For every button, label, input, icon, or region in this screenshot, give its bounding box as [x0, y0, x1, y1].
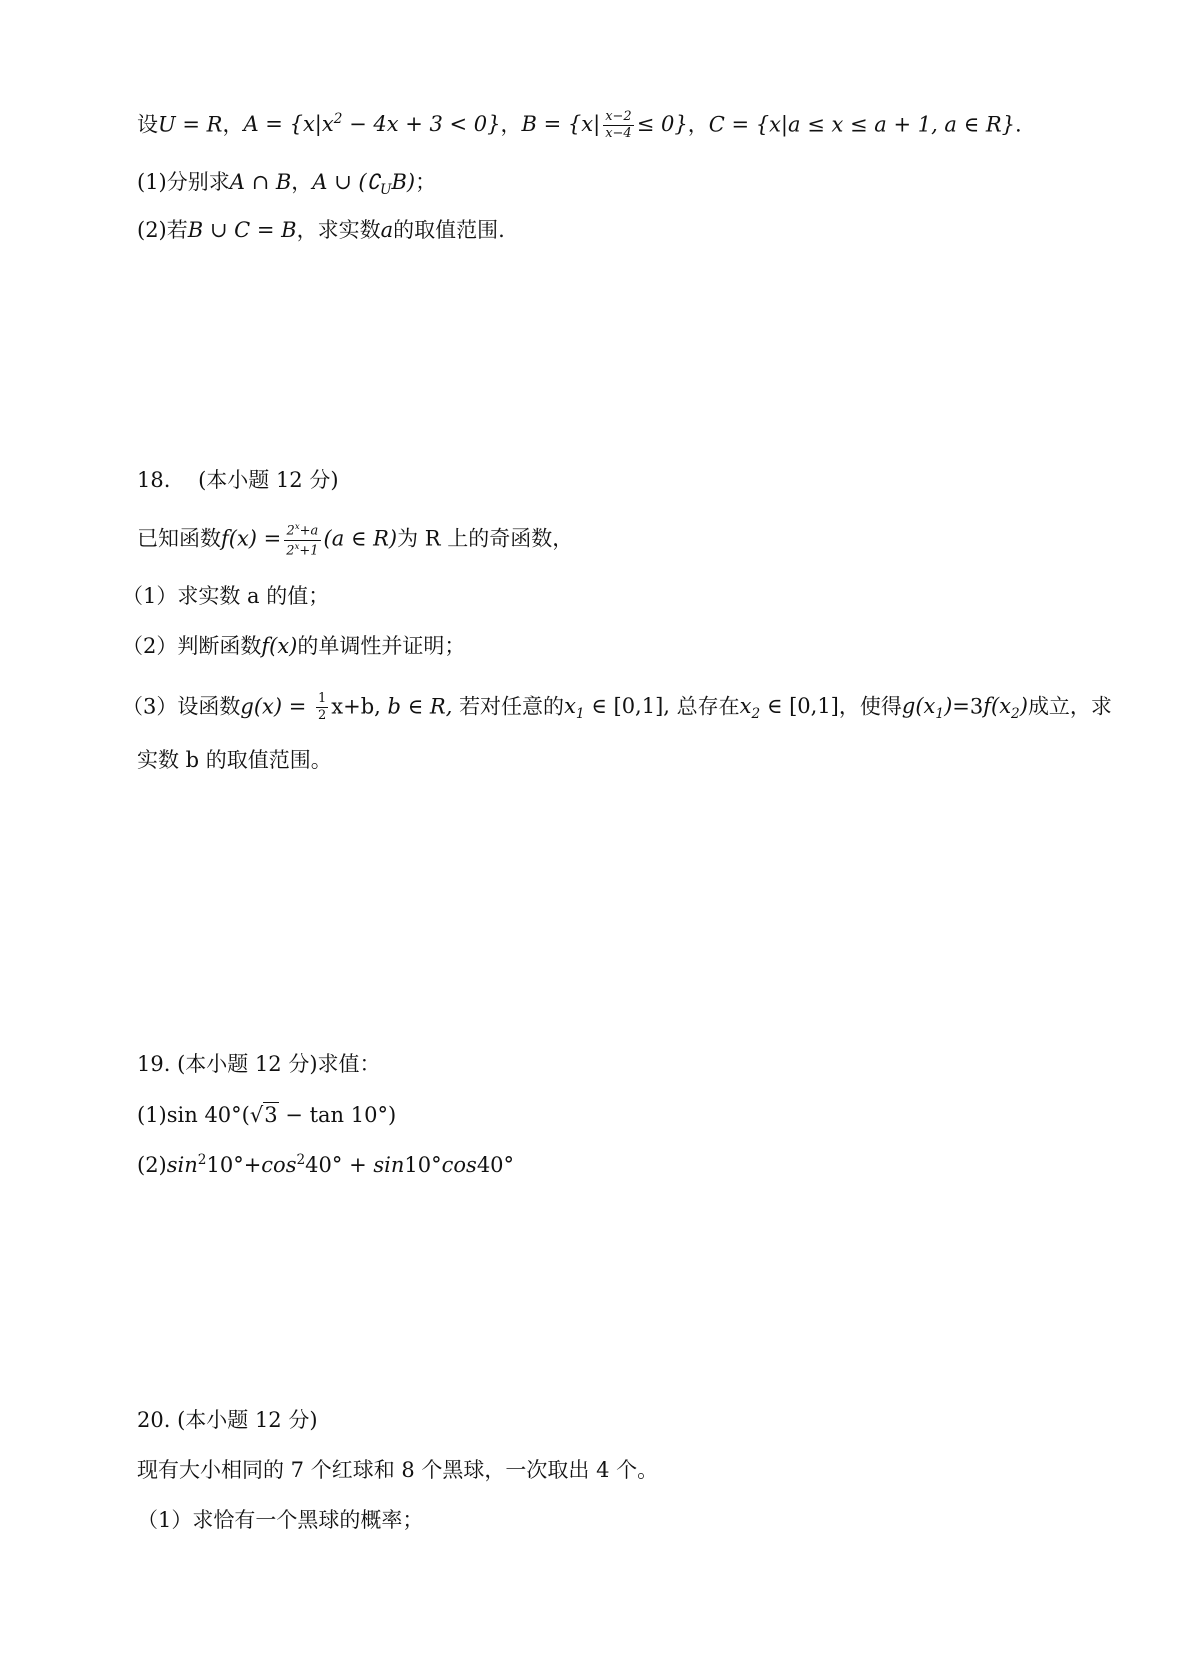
q17-part-1: (1)分别求A ∩ B，A ∪ $(∁_UB)$；: [137, 170, 437, 199]
q18-part-1: （1）求实数 a 的值；: [122, 584, 330, 608]
q18-header: 18. (本小题 12 分): [137, 468, 339, 492]
q17-b-fraction: $\frac{x-2}{x-4}$: [605, 109, 632, 142]
q17-set-definitions: 设U = R，$A = \{x|x^2 - 4x + 3 < 0\}$，B = {x| $\frac{x-2}{x-4}$ ≤ 0}，C = {x|a ≤ x ≤ a + 1, a ∈ R}.: [137, 109, 1022, 142]
q19-part-1: (1)sin 40°(√3 − tan 10°): [137, 1103, 397, 1127]
q18-part-2: （2）判断函数f(x)的单调性并证明；: [122, 634, 466, 658]
q19-header: 19. (本小题 12 分)求值：: [137, 1052, 381, 1076]
q18-intro: 已知函数f(x) = $\frac{2^x+a}{2^x+1}$ (a ∈ R)为 R 上的奇函数，: [137, 521, 574, 558]
q19-part-2: $(2)\sin^210^\circ+\cos^240^\circ + \sin 10^\circ\cos 40^\circ$: [137, 1152, 515, 1177]
q17-part-2: (2)若B ∪ C = B，求实数a的取值范围.: [137, 218, 505, 242]
q18-half-fraction: $\frac{1}{2}$: [318, 691, 327, 724]
q17-set-b: B = {x| $\frac{x-2}{x-4}$ ≤ 0}: [521, 109, 688, 142]
q20-header: 20. (本小题 12 分): [137, 1408, 318, 1432]
q18-part-3: （3）设函数g(x) = $\frac{1}{2}$ x+b, b ∈ R, 若对任意的$x_1$ ∈ [0,1], 总存在$x_2$ ∈ [0,1]，使得$g(x_1)=3f(x_2)$成立，求: [122, 691, 1112, 724]
q17-set-c: C = {x|a ≤ x ≤ a + 1, a ∈ R}: [708, 112, 1016, 137]
q17-intro-text: 设: [137, 112, 158, 137]
q18-part-3-continued: 实数 b 的取值范围。: [137, 748, 332, 772]
q20-part-1: （1）求恰有一个黑球的概率；: [137, 1508, 424, 1532]
q17-universal-set: U = R: [158, 112, 223, 137]
q20-intro: 现有大小相同的 7 个红球和 8 个黑球，一次取出 4 个。: [137, 1458, 659, 1482]
q17-set-a: $A = \{x|x^2 - 4x + 3 < 0\}$: [243, 111, 501, 137]
q18-function-fraction: $\frac{2^x+a}{2^x+1}$: [286, 521, 319, 558]
